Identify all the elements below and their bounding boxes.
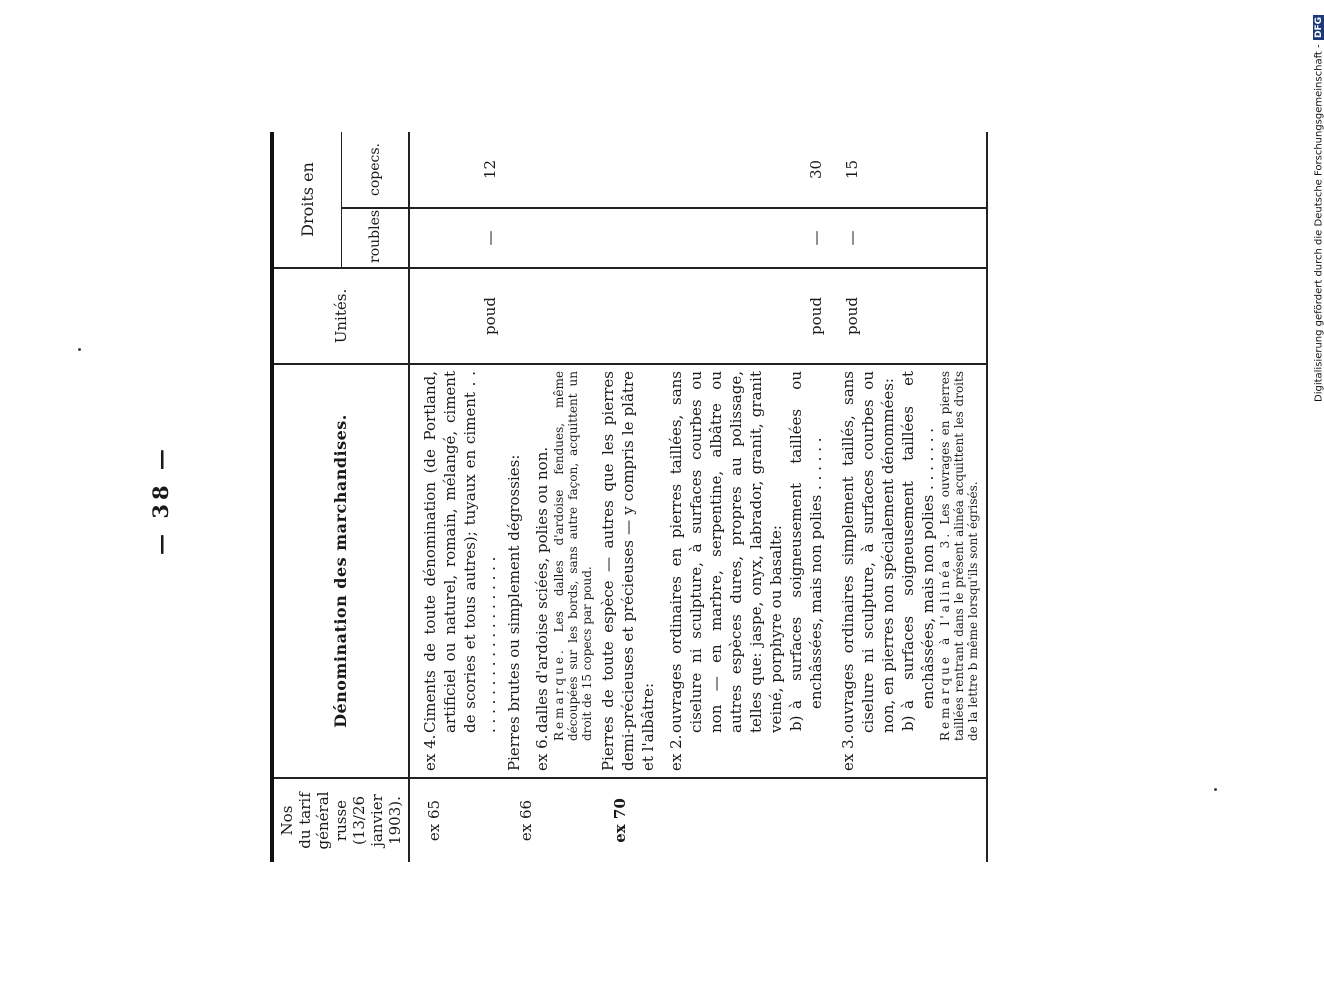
roubles-cell: — — [596, 208, 828, 268]
table-row — [409, 132, 502, 862]
remark: Remarque à l'alinéa 3. Les ouvrages en pierres taillées rentrant dans le présent alinéa acquittent les droits de la lettre b même lorsqu'ils sont égrisés. — [938, 371, 980, 741]
list-item: ex 2. ouvrages ordinaires en pierres taillées, sans ciselure ni sculpture, à surfaces courbes ou non — en marbre, serpentine, albâtre ou autres espèces dures, propres au polissage, telles que: jaspe, onyx, labrador, granit, granit veiné, porphyre ou basalte: — [667, 371, 785, 771]
list-item: ex 3. ouvrages ordinaires simplement taillés, sans ciselure ni sculpture, à surfaces courbes ou non, en pierres non spécialement dénommées: — [839, 371, 897, 771]
roubles-cell: — — [409, 208, 502, 268]
speck — [78, 348, 81, 351]
digitization-credit: Digitalisierung gefördert durch die Deutsche Forschungsgemeinschaft - DFG — [1313, 17, 1324, 402]
header-duties: Droits en — [272, 132, 342, 268]
table-row — [828, 132, 987, 862]
row-description — [596, 364, 828, 778]
row-description — [828, 364, 987, 778]
tariff-number: ex 66 — [502, 778, 596, 862]
header-roubles: roubles. — [342, 208, 409, 268]
remark: Remarque. Les dalles d'ardoise fendues, même découpées sur les bords, sans autre façon, acquittent un droit de 15 copecs par poud. — [552, 371, 594, 741]
table-header-row — [272, 132, 342, 862]
list-item: ex 6. dalles d'ardoise sciées, polies ou non. — [533, 446, 551, 771]
dfg-logo-icon: DFG — [1314, 17, 1324, 39]
roubles-cell: — — [828, 208, 987, 268]
copecs-cell: 15 — [828, 132, 987, 208]
tariff-table — [270, 132, 988, 862]
tariff-number: ex 70 — [596, 778, 828, 862]
list-item: ex 4. Ciments de toute dénomination (de Portland, artificiel ou naturel, romain, mélangé, ciment de scories et tous autres); tuyaux en ciment . . . . . . . . . . . . . . . . . . . . . — [421, 371, 499, 771]
unit-cell: poud — [596, 268, 828, 364]
header-number: Nos du tarif général russe (13/26 janvier 1903). — [272, 778, 409, 862]
speck — [1214, 788, 1217, 791]
section-heading: Pierres brutes ou simplement dégrossies: — [505, 454, 523, 771]
table-row — [502, 132, 596, 862]
unit-cell: poud — [409, 268, 502, 364]
section-heading: Pierres de toute espèce — autres que les pierres demi-précieuses et précieuses — y compris le plâtre et l'albâtre: — [599, 371, 657, 771]
table-row — [596, 132, 828, 862]
row-description — [409, 364, 502, 778]
unit-cell: poud — [828, 268, 987, 364]
tariff-number: ex 65 — [409, 778, 502, 862]
page-number: — 38 — — [148, 445, 173, 555]
copecs-cell: 12 — [481, 159, 499, 180]
row-description — [502, 364, 596, 778]
header-units: Unités. — [272, 268, 409, 364]
sub-item: b) à surfaces soigneusement taillées et enchâssées, mais non polies . . . . . . . — [899, 371, 937, 731]
tariff-number — [828, 778, 987, 862]
sub-item: b) à surfaces soigneusement taillées ou enchâssées, mais non polies . . . . . . — [787, 371, 825, 731]
header-description: Dénomination des marchandises. — [272, 364, 409, 778]
copecs-cell: 30 — [807, 159, 825, 180]
header-copecs: copecs. — [342, 132, 409, 208]
